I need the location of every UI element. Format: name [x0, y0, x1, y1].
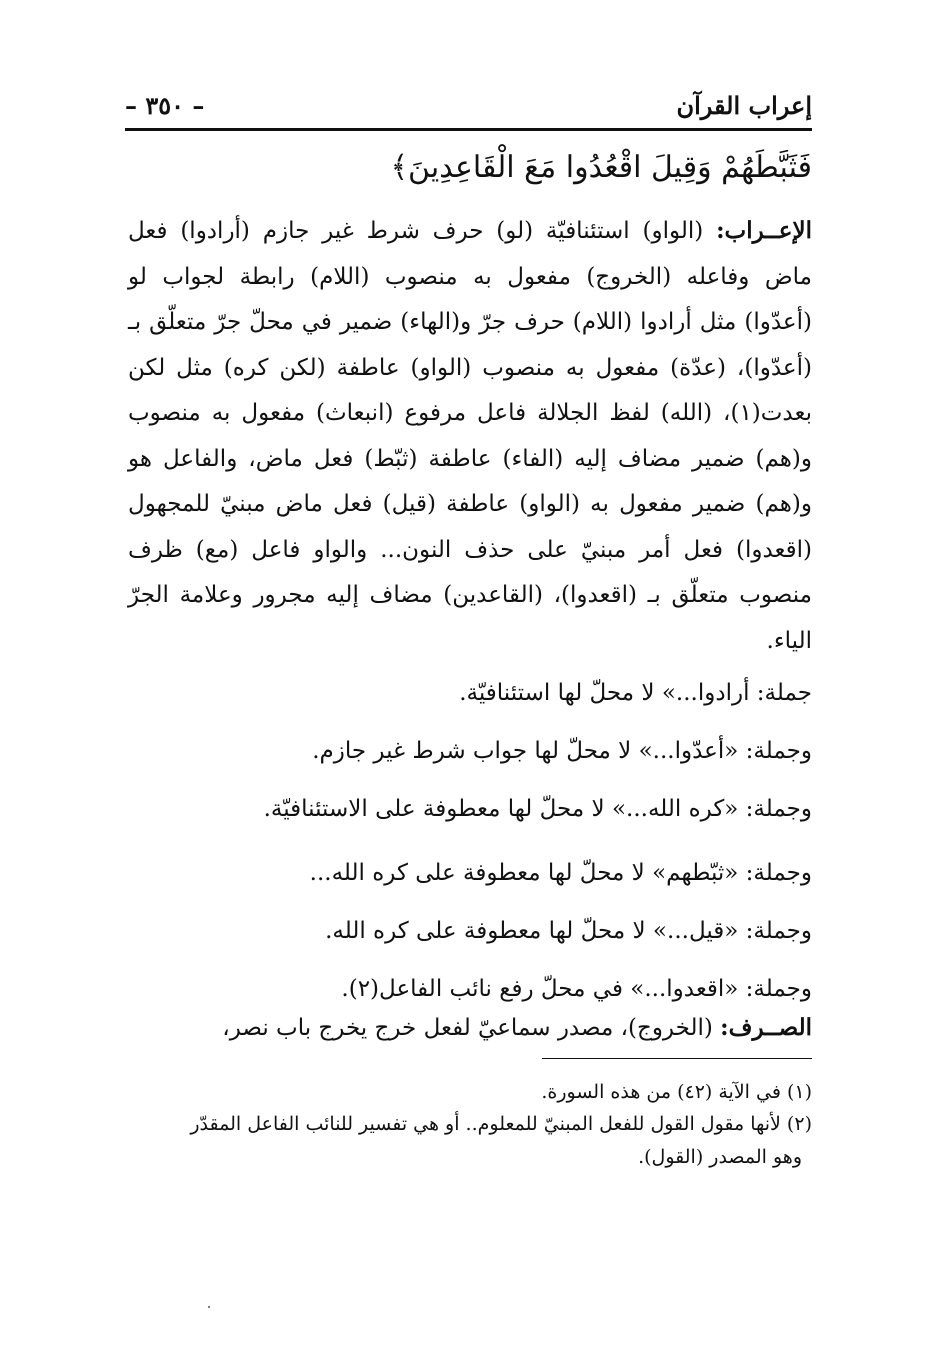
sarf-label: الصــرف:	[720, 1014, 812, 1041]
sarf-paragraph	[128, 1004, 812, 1052]
footnote-2-continuation: وهو المصدر (القول).	[638, 1146, 802, 1168]
irab-text: (الواو) استئنافيّة (لو) حرف شرط غير جازم (أرادوا) فعل ماض وفاعله (الخروج) مفعول به منصوب (اللام) رابطة لجواب لو (أعدّوا) مثل أرادوا (اللام) حرف جرّ و(الهاء) ضمير في محلّ جرّ متعلّق بـ (أعدّوا)، (عدّة) مفعول به منصوب (الواو) عاطفة (لكن كره) مثل لكن بعدت(١)، (الله) لفظ الجلالة فاعل مرفوع (انبعاث) مفعول به منصوب و(هم) ضمير مضاف إليه (الفاء) عاطفة (ثبّط) فعل ماض، والفاعل هو و(هم) ضمير مفعول به (الواو) عاطفة (قيل) فعل ماض مبنيّ للمجهول (اقعدوا) فعل أمر مبنيّ على حذف النون... والواو فاعل (مع) ظرف منصوب متعلّق بـ (اقعدوا)، (القاعدين) مضاف إليه مجرور وعلامة الجرّ الياء.	[128, 218, 812, 654]
sentence-item: وجملة: «كره الله...» لا محلّ لها معطوفة على الاستئنافيّة.	[263, 796, 812, 822]
quran-verse: فَثَبَّطَهُمْ وَقِيلَ اقْعُدُوا مَعَ الْقَاعِدِينَ﴾	[390, 150, 812, 185]
sentence-item: جملة: أرادوا...» لا محلّ لها استئنافيّة.	[459, 680, 812, 706]
footnote-2: (٢) لأنها مقول القول للفعل المبنيّ للمعلوم.. أو هي تفسير للنائب الفاعل المقدّر	[190, 1113, 812, 1135]
footnote-1: (١) في الآية (٤٢) من هذه السورة.	[541, 1081, 812, 1103]
irab-paragraph	[128, 208, 812, 664]
sarf-text: (الخروج)، مصدر سماعيّ لفعل خرج يخرج باب نصر،	[222, 1015, 713, 1041]
sentence-item: وجملة: «أعدّوا...» لا محلّ لها جواب شرط غير جازم.	[312, 738, 812, 764]
scan-speck	[208, 1306, 210, 1308]
footnote-rule	[542, 1058, 812, 1059]
header-rule	[125, 128, 812, 131]
running-header	[125, 80, 812, 120]
sentence-item: وجملة: «اقعدوا...» في محلّ رفع نائب الفاعل(٢).	[341, 976, 812, 1002]
sentence-item: وجملة: «قيل...» لا محلّ لها معطوفة على كره الله.	[325, 918, 812, 944]
footnotes	[128, 1076, 812, 1174]
sentence-list	[128, 664, 812, 1018]
book-title: إعراب القرآن	[676, 91, 812, 120]
irab-label: الإعــراب:	[716, 217, 812, 244]
sentence-item: وجملة: «ثبّطهم» لا محلّ لها معطوفة على كره الله...	[309, 860, 812, 886]
page-number: – ٣٥٠ –	[125, 91, 205, 120]
